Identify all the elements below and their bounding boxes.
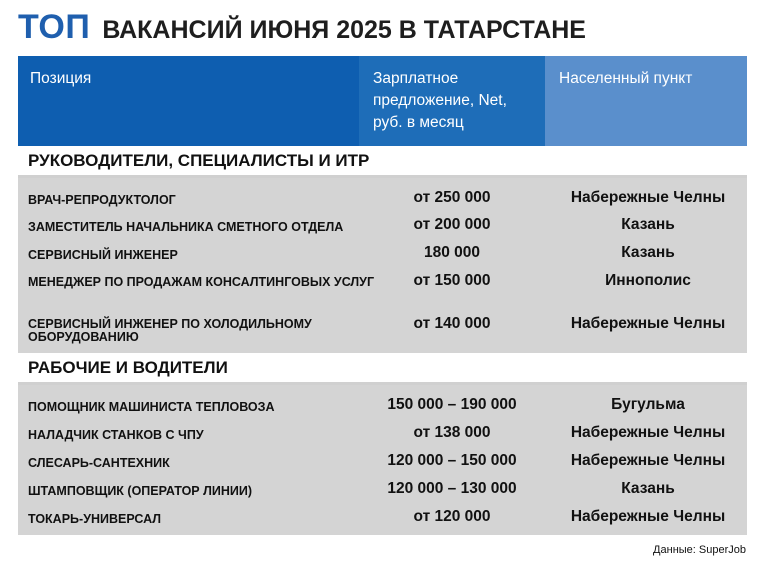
header-city: Населенный пункт — [545, 56, 747, 146]
row-salary: от 138 000 — [413, 424, 491, 441]
header-salary: Зарплатное предложение, Net, руб. в месяц — [359, 56, 545, 146]
row-city: Бугульма — [611, 396, 685, 413]
row-city: Казань — [621, 480, 675, 497]
page-title — [18, 8, 586, 52]
section-workers-title: РАБОЧИЕ И ВОДИТЕЛИ — [18, 353, 747, 385]
section-workers-rows — [18, 385, 747, 535]
row-position: НАЛАДЧИК СТАНКОВ С ЧПУ — [28, 428, 204, 442]
row-salary: 120 000 – 130 000 — [387, 480, 517, 497]
row-salary: 120 000 – 150 000 — [387, 452, 517, 469]
row-position: СЕРВИСНЫЙ ИНЖЕНЕР ПО ХОЛОДИЛЬНОМУ ОБОРУДОВАНИЮ — [28, 317, 312, 344]
row-city: Набережные Челны — [570, 424, 726, 441]
section-managers-rows — [18, 178, 747, 353]
row-city: Набережные Челны — [570, 508, 726, 525]
row-city: Иннополис — [605, 272, 691, 289]
row-position: СЕРВИСНЫЙ ИНЖЕНЕР — [28, 248, 178, 262]
row-position: ЗАМЕСТИТЕЛЬ НАЧАЛЬНИКА СМЕТНОГО ОТДЕЛА — [28, 220, 344, 234]
row-position: МЕНЕДЖЕР ПО ПРОДАЖАМ КОНСАЛТИНГОВЫХ УСЛУГ — [28, 275, 375, 289]
row-position: СЛЕСАРЬ-САНТЕХНИК — [28, 456, 170, 470]
row-city: Казань — [621, 244, 675, 261]
row-position: ТОКАРЬ-УНИВЕРСАЛ — [28, 512, 162, 526]
row-salary: от 200 000 — [413, 216, 491, 233]
row-salary: от 120 000 — [413, 508, 491, 525]
row-salary: от 150 000 — [413, 272, 491, 289]
row-city: Набережные Челны — [570, 452, 726, 469]
row-city: Набережные Челны — [570, 189, 726, 206]
row-city: Казань — [621, 216, 675, 233]
title-rest: ВАКАНСИЙ ИЮНЯ 2025 В ТАТАРСТАНЕ — [102, 16, 586, 44]
row-position: ПОМОЩНИК МАШИНИСТА ТЕПЛОВОЗА — [28, 400, 275, 414]
header-position: Позиция — [18, 56, 359, 146]
title-highlight: ТОП — [18, 8, 91, 46]
row-salary: 150 000 – 190 000 — [387, 396, 517, 413]
source-note: Данные: SuperJob — [653, 544, 746, 556]
row-salary: 180 000 — [423, 244, 481, 261]
table-header — [18, 56, 747, 146]
row-position: ШТАМПОВЩИК (ОПЕРАТОР ЛИНИИ) — [28, 484, 253, 498]
row-city: Набережные Челны — [570, 315, 726, 332]
row-position: ВРАЧ-РЕПРОДУКТОЛОГ — [28, 193, 176, 207]
row-salary: от 250 000 — [413, 189, 491, 206]
section-managers-title: РУКОВОДИТЕЛИ, СПЕЦИАЛИСТЫ И ИТР — [18, 146, 747, 178]
row-salary: от 140 000 — [413, 315, 491, 332]
